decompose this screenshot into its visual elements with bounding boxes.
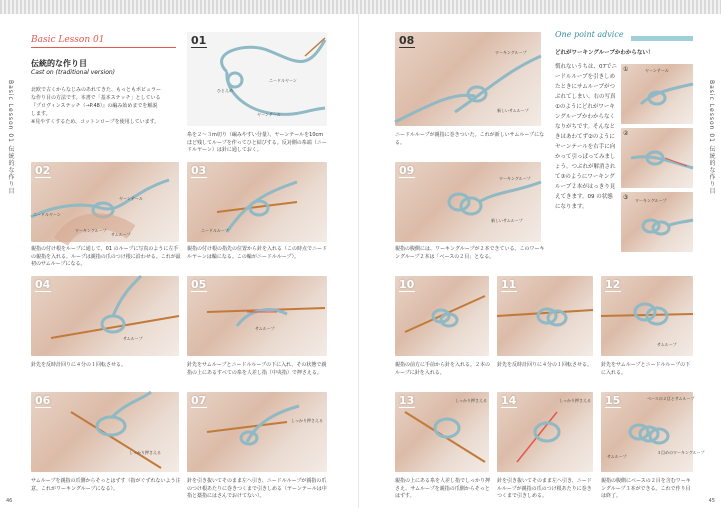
- step-07-caption: 針を引き抜いてそのまま左へ引き、ニードルループが親指の爪のつけ根あたりに巻きつくまで引きしめる（ヤーンテールは中指と薬指にはさんでおけてない）。: [187, 478, 327, 499]
- step-07-number-rule: [191, 407, 207, 408]
- advice-photo-1: [621, 64, 693, 124]
- step-04-number: 04: [35, 278, 51, 291]
- step-06-number: 06: [35, 394, 51, 407]
- lesson-tag: Basic Lesson 01: [31, 35, 105, 45]
- advice-heading-bar: [631, 36, 693, 41]
- step-09-number: 09: [399, 164, 415, 177]
- step-10-photo: [395, 276, 489, 356]
- step-15-label: ベースの２目とサムループ: [647, 396, 695, 401]
- step-06-caption: サムループを親指の爪側からそっとはずす（指がぐずれないよう注意。これがワーキングループになる）。: [31, 478, 181, 492]
- step-13-photo: [395, 392, 489, 472]
- left-page: [0, 14, 359, 508]
- intro-line: な作り目の方法です。本書で「基本ステッチ」としている: [31, 95, 161, 101]
- step-08-photo: [395, 32, 541, 126]
- step-14-caption: 針を引き抜いてそのまま左へ引き、ニードルループが親指の爪のつけ根あたりに巻きつくまで引きしめる。: [497, 478, 592, 499]
- advice-photo-1-number: ①: [623, 66, 629, 73]
- step-07-photo: [187, 392, 327, 472]
- step-09-caption: 親指の腹側には、ワーキングループが２本できている。このワーキングループ２本は「ベースの２目」となる。: [395, 246, 545, 260]
- step-08-number: 08: [399, 34, 415, 47]
- advice-question: どれがワーキングループかわからない！: [555, 50, 654, 56]
- step-01-label: ニードルヤーン: [269, 78, 297, 83]
- step-14-photo: [497, 392, 593, 472]
- step-10-caption: 親指の前方に手前から針を入れる。２本のループに針を入れる。: [395, 362, 491, 376]
- step-15-caption: 親指の腹側にベースの２目を含むワーキングループ３本ができる。これで作り目は終了。: [601, 478, 691, 499]
- step-14-number-rule: [501, 407, 517, 408]
- step-01-caption: 糸を２～３m切り（編みやすい分量）、ヤーンテールを10cm ほど残してループを作ってひと結びする。反対側の糸端（ニードルヤーン）は針に通しておく。: [187, 132, 327, 153]
- step-02-number-rule: [35, 177, 51, 178]
- advice-photo-1-label: ヤーンテール: [645, 68, 669, 73]
- step-09-label: ワーキングループ: [499, 176, 531, 181]
- step-15-number: 15: [605, 394, 621, 407]
- step-04-yarn-illustration: [31, 276, 179, 356]
- step-14-number: 14: [501, 394, 517, 407]
- step-06-label: しっかり押さえる: [129, 450, 161, 455]
- step-15-photo: [601, 392, 705, 472]
- step-03-photo: [187, 162, 327, 242]
- step-08-label: ワーキングループ: [495, 50, 527, 55]
- step-03-number: 03: [191, 164, 207, 177]
- advice-photo-3-label: ワーキングループ: [635, 198, 667, 203]
- advice-photo-2-number: ②: [623, 130, 629, 137]
- step-13-caption: 親指の上にある糸を人差し指でしっかり押さえ、サムループを親指の爪側からそっとはずす。: [395, 478, 491, 499]
- advice-photo-2-yarn-illustration: [621, 128, 693, 188]
- step-02-label: ヤーンテール: [119, 196, 143, 201]
- advice-heading: One point advice: [555, 30, 624, 39]
- step-15-number-rule: [605, 407, 621, 408]
- right-page-number: 45: [708, 498, 715, 504]
- step-02-label: ワーキングループ: [75, 228, 107, 233]
- lesson-rule: [31, 47, 176, 48]
- step-01-number: 01: [191, 34, 207, 47]
- page-top-band: [0, 0, 721, 14]
- step-08-number-rule: [399, 47, 415, 48]
- step-07-yarn-illustration: [187, 392, 327, 472]
- step-11-caption: 針先を反時計回りに４分の１回転させる。: [497, 362, 593, 368]
- step-05-yarn-illustration: [187, 276, 327, 356]
- step-14-label: しっかり押さえる: [559, 398, 591, 403]
- step-13-number: 13: [399, 394, 415, 407]
- step-11-number-rule: [501, 291, 517, 292]
- left-page-number: 46: [6, 498, 13, 504]
- step-03-label: ニードルループ: [201, 228, 229, 233]
- step-05-number-rule: [191, 291, 207, 292]
- step-10-number-rule: [399, 291, 415, 292]
- intro-line: します。: [31, 111, 51, 117]
- step-09-yarn-illustration: [395, 162, 541, 242]
- page-title: 伝統的な作り目: [31, 59, 87, 68]
- step-09-label: 新しいサムループ: [491, 218, 523, 223]
- right-page: [361, 14, 721, 508]
- step-15-label: サムループ: [607, 454, 627, 459]
- advice-text: 慣れないうちは、07でニードルループを引きしめたときにサムループがつぶれてしまい、右の写真①のようにどれがワーキングループかわからなくなりがちです。そんなときはあわてず②のようにヤーンテールを右手に向かって引っぱってみましょう。つぶれが解消されて③のようにワーキングループ２本がはっきり見えてきます。09 の状態になります。: [555, 64, 617, 210]
- step-09-photo: [395, 162, 541, 242]
- step-02-label: サムループ: [111, 232, 131, 237]
- step-02-label: ニードルヤーン: [33, 212, 61, 217]
- step-13-number-rule: [399, 407, 415, 408]
- step-04-photo: [31, 276, 179, 356]
- step-01-photo: [187, 32, 327, 126]
- advice-photo-2: [621, 128, 693, 188]
- step-12-label: サムループ: [657, 342, 677, 347]
- step-03-caption: 親指の付け根の指先の位置から針を入れる（この時点でニードルヤーンは輪になる。この輪がニードルループ）。: [187, 246, 328, 260]
- step-07-label: しっかり押さえる: [291, 418, 323, 423]
- step-13-label: しっかり押さえる: [455, 398, 487, 403]
- intro-note: ※見やすくするため、コットンロープを使用しています。: [31, 119, 160, 125]
- step-02-caption: 親指の付け根をループに通して、01 のループに写真のように左手の親指を入れる。ループは親指の爪のつけ根に沿わせる。これが最初のサムループになる。: [31, 246, 181, 267]
- step-05-caption: 針先をサムループとニードルループの下に入れ、その状態で親指の上にあるすべての糸を人差し指（中央指）で押さえる。: [187, 362, 327, 376]
- step-06-number-rule: [35, 407, 51, 408]
- step-08-caption: ニードルループが親指に巻きついた。これが新しいサムループになる。: [395, 132, 545, 146]
- step-05-photo: [187, 276, 327, 356]
- step-01-label: ヤーンテール: [257, 112, 281, 117]
- step-04-label: サムループ: [123, 336, 143, 341]
- step-09-number-rule: [399, 177, 415, 178]
- step-11-photo: [497, 276, 593, 356]
- page-subtitle: Cast on (traditional version): [31, 69, 116, 76]
- step-01-number-rule: [191, 47, 207, 48]
- step-03-number-rule: [191, 177, 207, 178]
- step-07-number: 07: [191, 394, 207, 407]
- intro-text: [31, 86, 179, 126]
- step-01-label: ひとえめ: [217, 88, 233, 93]
- step-15-label: ３目めのワーキングループ: [657, 450, 705, 455]
- advice-photo-3-number: ③: [623, 194, 629, 201]
- step-06-yarn-illustration: [31, 392, 179, 472]
- step-11-number: 11: [501, 278, 517, 291]
- step-05-number: 05: [191, 278, 207, 291]
- step-05-label: サムループ: [255, 326, 275, 331]
- step-04-caption: 針先を反時計回りに４分の１回転させる。: [31, 362, 127, 368]
- intro-line: 『プロヴィンステッチ（→P.48）』の編み始めまでを解説: [31, 103, 158, 109]
- step-04-number-rule: [35, 291, 51, 292]
- step-06-photo: [31, 392, 179, 472]
- left-side-label: Basic Lesson 01 伝統的な作り目: [7, 80, 14, 195]
- step-12-photo: [601, 276, 693, 356]
- step-12-number: 12: [605, 278, 621, 291]
- right-side-label: Basic Lesson 01 伝統的な作り目: [708, 80, 715, 195]
- step-10-number: 10: [399, 278, 415, 291]
- step-02-number: 02: [35, 164, 51, 177]
- intro-line: 北欧で古くからなじみのあれてきた、もっともポピュラー: [31, 87, 162, 93]
- advice-photo-3: [621, 192, 693, 252]
- step-12-caption: 針先をサムループとニードルループの下に入れる。: [601, 362, 691, 376]
- step-12-number-rule: [605, 291, 621, 292]
- step-08-label: 新しいサムループ: [497, 108, 529, 113]
- step-02-photo: [31, 162, 179, 242]
